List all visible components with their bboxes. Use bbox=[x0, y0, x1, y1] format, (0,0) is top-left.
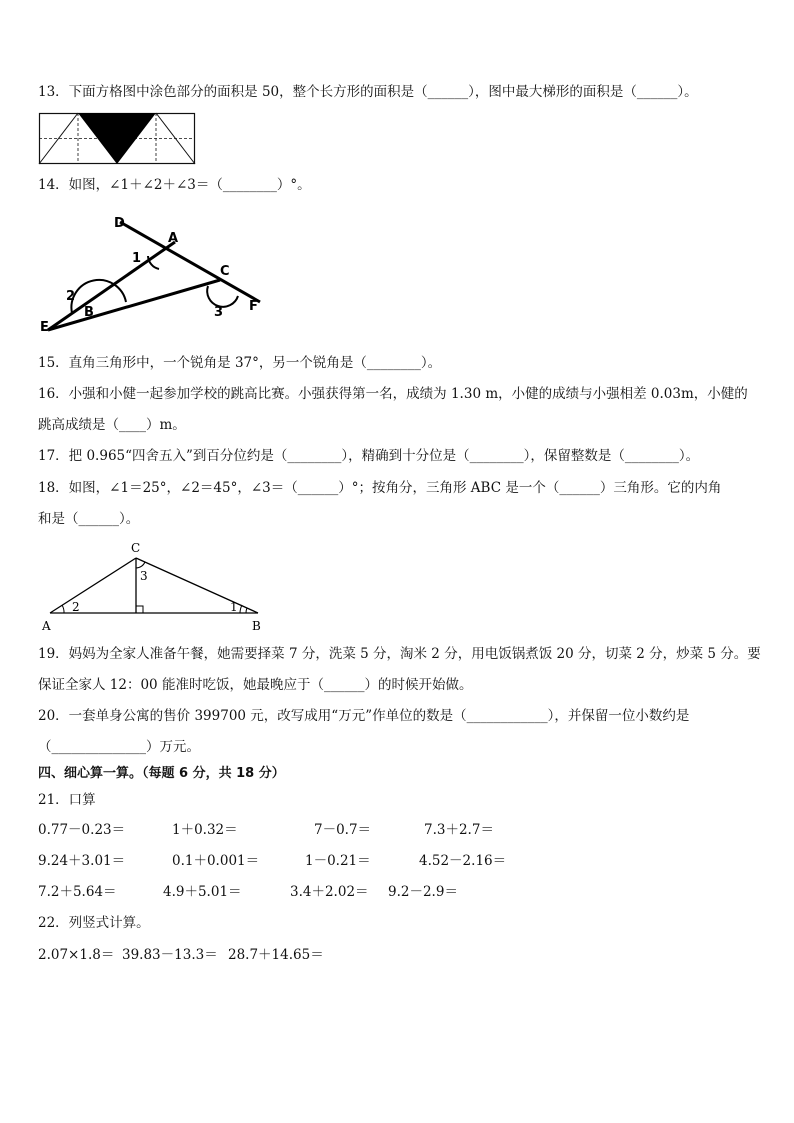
label-angle-2: 2 bbox=[66, 289, 76, 304]
label-A: A bbox=[42, 619, 51, 633]
calc-21-7: 1－0.21＝ bbox=[305, 853, 371, 869]
question-18-line-1: 18．如图，∠1＝25°，∠2＝45°，∠3＝（______）°；按角分，三角形 ABC 是一个（______）三角形。它的内角 bbox=[38, 480, 722, 496]
calc-21-11: 3.4＋2.02＝ bbox=[290, 884, 369, 900]
question-14: 14．如图，∠1＋∠2＋∠3＝（________）°。 bbox=[38, 177, 311, 193]
label-angle-3: 3 bbox=[214, 305, 224, 320]
label-A: A bbox=[168, 231, 179, 246]
calc-22-3: 28.7＋14.65＝ bbox=[228, 947, 324, 963]
label-B: B bbox=[84, 305, 94, 320]
angle-figure-14 bbox=[40, 210, 280, 335]
question-17: 17．把 0.965“四舍五入”到百分位约是（________），精确到十分位是（________），保留整数是（________）。 bbox=[38, 448, 700, 464]
calc-22-2: 39.83－13.3＝ bbox=[122, 947, 218, 963]
label-E: E bbox=[40, 320, 49, 335]
calc-22-1: 2.07×1.8＝ bbox=[38, 947, 115, 963]
question-15: 15．直角三角形中，一个锐角是 37°，另一个锐角是（________）。 bbox=[38, 355, 442, 371]
question-19-line-1: 19．妈妈为全家人准备午餐，她需要择菜 7 分，洗菜 5 分，淘米 2 分，用电饭锅煮饭 20 分，切菜 2 分，炒菜 5 分。要 bbox=[38, 646, 761, 662]
calc-21-1: 0.77－0.23＝ bbox=[38, 822, 126, 838]
question-13: 13．下面方格图中涂色部分的面积是 50，整个长方形的面积是（______），图中最大梯形的面积是（______）。 bbox=[38, 84, 698, 100]
label-angle-3: 3 bbox=[140, 569, 148, 583]
question-20-line-1: 20．一套单身公寓的售价 399700 元，改写成用“万元”作单位的数是（____________），并保留一位小数约是 bbox=[38, 708, 690, 724]
question-19-line-2: 保证全家人 12：00 能准时吃饭，她最晚应于（______）的时候开始做。 bbox=[38, 677, 473, 693]
label-B: B bbox=[252, 619, 261, 633]
section-4-title: 四、细心算一算。（每题 6 分，共 18 分） bbox=[38, 766, 285, 781]
calc-21-8: 4.52－2.16＝ bbox=[419, 853, 507, 869]
calc-21-6: 0.1＋0.001＝ bbox=[172, 853, 260, 869]
label-C: C bbox=[131, 541, 141, 555]
calc-21-10: 4.9＋5.01＝ bbox=[163, 884, 242, 900]
calc-21-12: 9.2－2.9＝ bbox=[388, 884, 458, 900]
calc-21-2: 1＋0.32＝ bbox=[172, 822, 238, 838]
label-angle-1: 1 bbox=[230, 600, 238, 614]
question-16-line-1: 16．小强和小健一起参加学校的跳高比赛。小强获得第一名，成绩为 1.30 m，小健的成绩与小强相差 0.03m，小健的 bbox=[38, 386, 748, 402]
question-21-title: 21．口算 bbox=[38, 792, 96, 808]
calc-21-3: 7－0.7＝ bbox=[314, 822, 372, 838]
label-F: F bbox=[249, 299, 258, 314]
question-16-line-2: 跳高成绩是（____）m。 bbox=[38, 417, 186, 433]
label-angle-2: 2 bbox=[72, 600, 80, 614]
label-D: D bbox=[114, 216, 125, 231]
label-C: C bbox=[220, 264, 230, 279]
triangle-figure-18 bbox=[42, 538, 272, 636]
calc-21-5: 9.24＋3.01＝ bbox=[38, 853, 126, 869]
question-22-title: 22．列竖式计算。 bbox=[38, 915, 150, 931]
label-angle-1: 1 bbox=[132, 251, 142, 266]
question-20-line-2: （______________）万元。 bbox=[38, 739, 200, 755]
calc-21-4: 7.3＋2.7＝ bbox=[424, 822, 494, 838]
calc-21-9: 7.2＋5.64＝ bbox=[38, 884, 117, 900]
question-18-line-2: 和是（______）。 bbox=[38, 511, 140, 527]
grid-figure-13 bbox=[39, 113, 195, 165]
